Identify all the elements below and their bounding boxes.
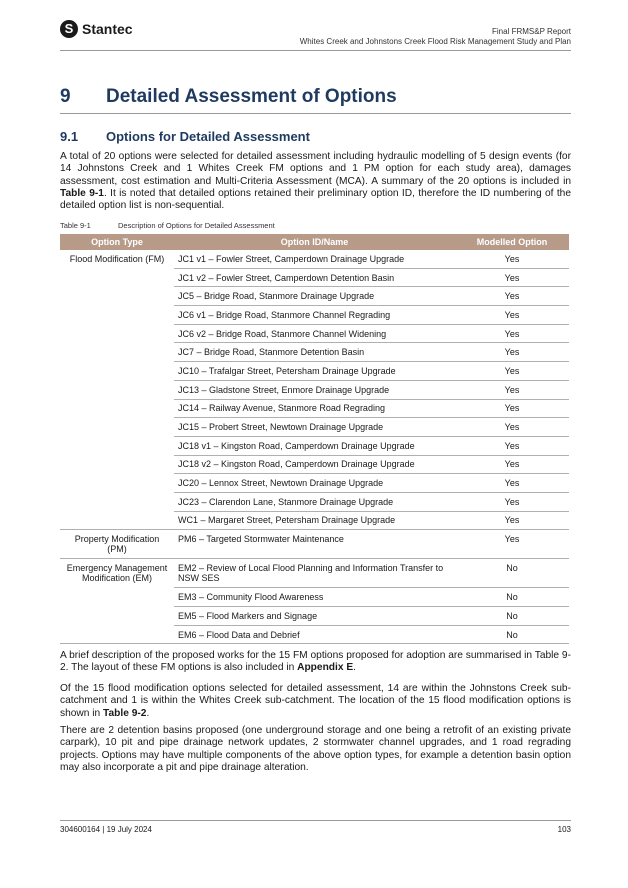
option-name: JC13 – Gladstone Street, Enmore Drainage Upgrade (174, 380, 455, 399)
page-number: 103 (557, 825, 571, 834)
paragraph-catchment (60, 683, 571, 720)
header-option-id: Option ID/Name (174, 234, 455, 250)
option-name: JC1 v1 – Fowler Street, Camperdown Drainage Upgrade (174, 250, 455, 268)
document-number-date: 304600164 | 19 July 2024 (60, 825, 152, 834)
para2-text: A brief description of the proposed works for the 15 FM options proposed for adoption are summarised in Table 9-2. The layout of these FM options is also included in (60, 650, 571, 674)
paragraph-fm-summary (60, 650, 571, 675)
section-divider (60, 113, 571, 114)
study-title: Whites Creek and Johnstons Creek Flood Risk Management Study and Plan (299, 37, 571, 46)
modelled-value: Yes (455, 306, 569, 325)
option-name: JC10 – Trafalgar Street, Petersham Drainage Upgrade (174, 362, 455, 381)
logo-text: Stantec (82, 21, 133, 37)
table-title: Description of Options for Detailed Assessment (118, 221, 275, 230)
paragraph-option-types: There are 2 detention basins proposed (one underground storage and one being a retrofit of an existing private carpark), 10 pit and pipe drainage network updates, 2 stormwater channel upgrades, and 1 road regrading projects. Options may have multiple components of the above option types, for example a detention basin option may also incorporate a pit and pipe drainage alteration. (60, 725, 571, 773)
option-name: JC5 – Bridge Road, Stanmore Drainage Upgrade (174, 287, 455, 306)
modelled-value: Yes (455, 399, 569, 418)
para3-text-end: . (146, 707, 150, 719)
header-divider (60, 50, 571, 51)
option-name: JC18 v1 – Kingston Road, Camperdown Drainage Upgrade (174, 436, 455, 455)
modelled-value: No (455, 625, 569, 644)
option-name: EM6 – Flood Data and Debrief (174, 625, 455, 644)
modelled-value: Yes (455, 343, 569, 362)
option-name: JC7 – Bridge Road, Stanmore Detention Basin (174, 343, 455, 362)
option-name: JC6 v1 – Bridge Road, Stanmore Channel Regrading (174, 306, 455, 325)
table-label: Table 9-1 (60, 221, 91, 230)
option-name: JC14 – Railway Avenue, Stanmore Road Regrading (174, 399, 455, 418)
option-type-fm: Flood Modification (FM) (60, 250, 174, 530)
option-name: JC23 – Clarendon Lane, Stanmore Drainage Upgrade (174, 492, 455, 511)
option-name: EM5 – Flood Markers and Signage (174, 607, 455, 626)
para2-text-end: . (353, 662, 356, 674)
option-name: EM3 – Community Flood Awareness (174, 588, 455, 607)
modelled-value: Yes (455, 418, 569, 437)
table-caption (60, 221, 275, 230)
logo-mark: S (60, 20, 78, 38)
footer-divider (60, 820, 571, 821)
table-row (60, 250, 569, 268)
modelled-value: Yes (455, 492, 569, 511)
table-header-row (60, 234, 569, 250)
modelled-value: Yes (455, 511, 569, 530)
stantec-logo (60, 20, 133, 38)
modelled-value: Yes (455, 324, 569, 343)
intro-text: A total of 20 options were selected for detailed assessment including hydraulic modelling of 5 design events (for 14 Johnstons Creek and 1 Whites Creek FM options and 1 PM option for each study area), damages assessment, cost estimation and Multi-Criteria Assessment (MCA). A summary of the 20 options is included in (60, 151, 571, 187)
table-reference: Table 9-2 (103, 707, 147, 719)
header-option-type: Option Type (60, 234, 174, 250)
modelled-value: Yes (455, 362, 569, 381)
appendix-reference: Appendix E (297, 662, 354, 674)
option-name: PM6 – Targeted Stormwater Maintenance (174, 530, 455, 559)
modelled-value: Yes (455, 455, 569, 474)
modelled-value: Yes (455, 436, 569, 455)
section-heading (60, 86, 397, 108)
modelled-value: Yes (455, 474, 569, 493)
header-modelled: Modelled Option (455, 234, 569, 250)
option-type-pm: Property Modification (PM) (60, 530, 174, 559)
option-name: JC1 v2 – Fowler Street, Camperdown Detention Basin (174, 268, 455, 287)
table-row (60, 559, 569, 588)
modelled-value: No (455, 559, 569, 588)
modelled-value: Yes (455, 530, 569, 559)
option-type-em: Emergency Management Modification (EM) (60, 559, 174, 644)
option-name: JC20 – Lennox Street, Newtown Drainage Upgrade (174, 474, 455, 493)
modelled-value: Yes (455, 250, 569, 268)
table-reference: Table 9-1 (60, 187, 104, 199)
report-header (300, 27, 571, 47)
intro-paragraph (60, 151, 571, 212)
subsection-heading (60, 129, 310, 144)
section-title: Detailed Assessment of Options (106, 86, 397, 107)
modelled-value: Yes (455, 287, 569, 306)
section-number: 9 (60, 86, 71, 107)
report-title: Final FRMS&P Report (492, 27, 571, 36)
modelled-value: No (455, 588, 569, 607)
intro-text-end: . It is noted that detailed options retained their preliminary option ID, therefore the ID numbering of the detailed option list is non-sequential. (60, 187, 571, 212)
option-name: JC6 v2 – Bridge Road, Stanmore Channel Widening (174, 324, 455, 343)
subsection-title: Options for Detailed Assessment (106, 129, 310, 144)
modelled-value: Yes (455, 380, 569, 399)
option-name: WC1 – Margaret Street, Petersham Drainage Upgrade (174, 511, 455, 530)
para3-text: Of the 15 flood modification options selected for detailed assessment, 14 are within the Johnstons Creek sub-catchment and 1 is within the Whites Creek sub-catchment. The location of the 15 flood modification options is shown in (60, 683, 571, 719)
options-table (60, 234, 569, 644)
option-name: EM2 – Review of Local Flood Planning and Information Transfer to NSW SES (174, 559, 455, 588)
option-name: JC15 – Probert Street, Newtown Drainage Upgrade (174, 418, 455, 437)
modelled-value: Yes (455, 268, 569, 287)
option-name: JC18 v2 – Kingston Road, Camperdown Drainage Upgrade (174, 455, 455, 474)
table-row (60, 530, 569, 559)
subsection-number: 9.1 (60, 129, 79, 144)
modelled-value: No (455, 607, 569, 626)
